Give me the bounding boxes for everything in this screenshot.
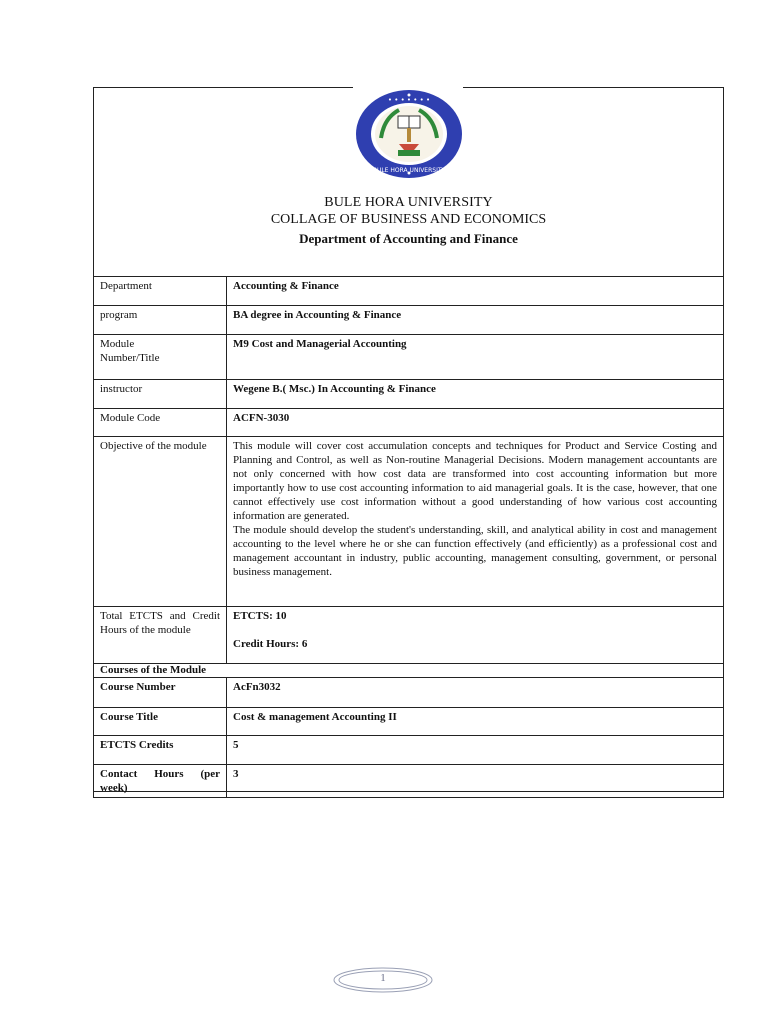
table-row-instructor: [94, 380, 724, 409]
table-row-total: [94, 607, 724, 664]
table-row-module-code: [94, 409, 724, 437]
table-row-course-number: [94, 678, 724, 708]
university-seal-icon: [354, 88, 464, 180]
objective-paragraph-2: The module should develop the student's understanding, skill, and analytical ability in cost and management accounting to the level where he or she can function effectively (and efficiently) as a professional cost and management accountant in industry, public accounting, management consulting, government, or personal business management.: [233, 524, 717, 578]
svg-text:• • • • • • •: • • • • • • •: [387, 96, 431, 104]
total-value: [227, 607, 724, 664]
table-row-department: [94, 277, 724, 306]
instructor-label: instructor: [94, 380, 227, 409]
objective-value: [227, 437, 724, 607]
college-name: COLLAGE OF BUSINESS AND ECONOMICS: [270, 212, 547, 227]
instructor-value: Wegene B.( Msc.) In Accounting & Finance: [227, 380, 724, 409]
department-name: Department of Accounting and Finance: [299, 231, 518, 246]
module-code-label: Module Code: [94, 409, 227, 437]
table-row-courses-heading: [94, 664, 724, 678]
table-row-program: [94, 306, 724, 335]
module-info-table: [93, 276, 724, 798]
page-number: 1: [380, 972, 386, 984]
etcts-credits-label: ETCTS Credits: [94, 736, 227, 765]
table-row-contact-hours: [94, 765, 724, 798]
module-label: [94, 335, 227, 380]
credit-hours-value: Credit Hours: 6: [233, 638, 308, 650]
table-row-course-title: [94, 708, 724, 736]
contact-hours-value: 3: [227, 765, 724, 798]
course-title-label: Course Title: [94, 708, 227, 736]
table-row-etcts-credits: [94, 736, 724, 765]
objective-label: Objective of the module: [94, 437, 227, 607]
university-name: BULE HORA UNIVERSITY: [324, 195, 493, 210]
module-label-line2: Number/Title: [100, 352, 160, 364]
course-number-label: Course Number: [94, 678, 227, 708]
module-code-value: ACFN-3030: [227, 409, 724, 437]
svg-text:BULE HORA UNIVERSITY: BULE HORA UNIVERSITY: [372, 167, 446, 174]
document-header: [94, 194, 723, 248]
program-label: program: [94, 306, 227, 335]
table-row-objective: [94, 437, 724, 607]
department-value: Accounting & Finance: [227, 277, 724, 306]
university-logo: [354, 88, 464, 180]
etcts-credits-value: 5: [227, 736, 724, 765]
module-value: M9 Cost and Managerial Accounting: [227, 335, 724, 380]
table-row-module: [94, 335, 724, 380]
total-label: Total ETCTS and Credit Hours of the module: [94, 607, 227, 664]
module-label-line1: Module: [100, 338, 135, 350]
course-number-value: AcFn3032: [227, 678, 724, 708]
contact-hours-label: Contact Hours (per week): [94, 765, 227, 798]
department-label: Department: [94, 277, 227, 306]
course-title-value: Cost & management Accounting II: [227, 708, 724, 736]
page-number-badge: [332, 966, 434, 994]
program-value: BA degree in Accounting & Finance: [227, 306, 724, 335]
objective-paragraph-1: This module will cover cost accumulation concepts and techniques for Product and Service Costing and Planning and Control, as well as Non-routine Managerial Decisions. Modern management accountants are not only concerned with how cost data are transformed into cost accounting information but more importantly how to use cost accounting information to aid managerial goals. It is the case, however, that one cannot effectively use cost information without a good understanding of how various cost accounting information are generated.: [233, 440, 717, 522]
courses-heading: Courses of the Module: [94, 664, 724, 678]
etcts-value: ETCTS: 10: [233, 610, 287, 622]
